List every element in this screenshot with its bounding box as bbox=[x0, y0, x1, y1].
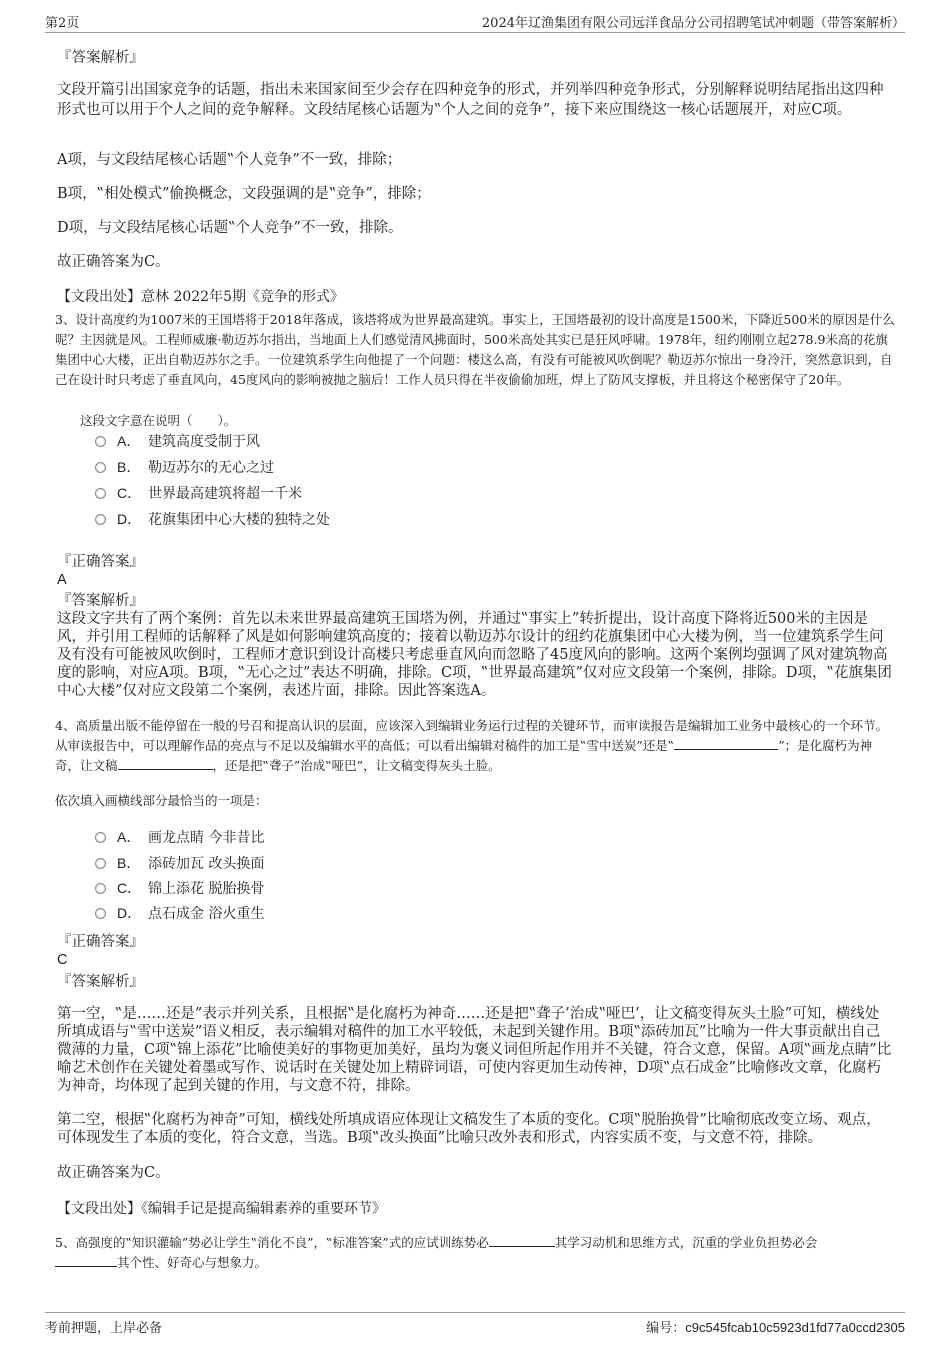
q4-analysis-blank-1: 第一空，‟是……还是”表示并列关系，且根据‟是化腐朽为神奇……还是把‟聋子’治成‟哑巴’，让文稿变得灰头土脸”可知，横线处所填成语与‟雪中送炭”语义相反，表示编辑对稿件的加工水平较低，未起到关键作用。B项‟添砖加瓦”比喻为一件大事贡献出自己微薄的力量，C项‟锦上添花”比喻使美好的事物更加美好，虽均为褒义词但所起作用并不关键，符合文意，保留。A项‟画龙点睛”比喻艺术创作在关键处着墨或写作、说话时在关键处加上精辟词语，可使内容更加生动传神，D项‟点石成金”比喻修改文章，化腐朽为神奇，均体现了起到关键的作用，与文意不符，排除。 bbox=[57, 1006, 892, 1094]
option-letter: B． bbox=[117, 855, 141, 871]
q4-option-c[interactable] bbox=[95, 877, 264, 899]
q4-source: 【文段出处】《编辑手记是提高编辑素养的重要环节》 bbox=[57, 1201, 386, 1217]
option-text: 画龙点睛 今非昔比 bbox=[148, 830, 265, 846]
q4-option-a[interactable] bbox=[95, 826, 264, 848]
q3-stem: 3、设计高度约为1007米的王国塔将于2018年落成，该塔将成为世界最高建筑。事实上，王国塔最初的设计高度是1500米，下降近500米的原因是什么呢？主因就是风。工程师威廉·勒迈苏尔指出，当地面上人们感觉清风拂面时，500米高处其实已是狂风呼啸。1978年，纽约刚刚立起278.9米高的花旗集团中心大楼，正出自勒迈苏尔之手。一位建筑系学生向他提了一个问题：楼这么高，有没有可能被风吹倒呢？勒迈苏尔惊出一身冷汗，突然意识到，自己在设计时只考虑了垂直风向，45度风向的影响被抛之脑后！工作人员只得在半夜偷偷加班，焊上了防风支撑板，并且将这个秘密保守了20年。 bbox=[55, 312, 895, 387]
option-text: 勒迈苏尔的无心之过 bbox=[148, 460, 274, 476]
option-text: 点石成金 浴火重生 bbox=[148, 906, 265, 922]
q2-analysis-paragraph: 文段开篇引出国家竞争的话题，指出未来国家间至少会存在四种竞争的形式，并列举四种竞争形式，分别解释说明结尾指出这四种形式也可以用于个人之间的竞争解释。文段结尾核心话题为‟个人之间的竞争”，接下来应围绕这一核心话题展开，对应C项。 bbox=[57, 82, 884, 118]
q4-prompt: 依次填入画横线部分最恰当的一项是： bbox=[55, 793, 268, 808]
q4-stem-part3: ，还是把‟聋子”治成‟哑巴”，让文稿变得灰头土脸。 bbox=[212, 758, 501, 773]
page-header bbox=[45, 10, 905, 33]
q5-blank-2 bbox=[55, 1254, 117, 1267]
option-text: 锦上添花 脱胎换骨 bbox=[148, 881, 265, 897]
option-letter: C． bbox=[117, 880, 142, 896]
option-letter: A． bbox=[117, 433, 141, 449]
option-text: 花旗集团中心大楼的独特之处 bbox=[148, 512, 330, 528]
radio-button[interactable] bbox=[95, 908, 106, 919]
q3-option-b[interactable] bbox=[95, 456, 274, 478]
footer-slogan: 考前押题，上岸必备 bbox=[45, 1321, 163, 1336]
option-text: 世界最高建筑将超一千米 bbox=[148, 486, 302, 502]
q4-answer-label: 『正确答案』 bbox=[57, 934, 144, 950]
q5-stem-part3: 其个性、好奇心与想象力。 bbox=[117, 1255, 268, 1270]
radio-button[interactable] bbox=[95, 858, 106, 869]
option-letter: D． bbox=[117, 905, 142, 921]
q4-conclusion: 故正确答案为C。 bbox=[57, 1165, 170, 1181]
q2-option-a-explanation: A项，与文段结尾核心话题‟个人竞争”不一致，排除； bbox=[57, 152, 402, 168]
q4-blank-1 bbox=[674, 737, 778, 750]
q4-stem bbox=[55, 716, 895, 776]
q3-analysis: 这段文字共有了两个案例：首先以未来世界最高建筑王国塔为例，并通过‟事实上”转折提出，设计高度下降将近500米的主因是风，并引用工程师的话解释了风是如何影响建筑高度的；接着以勒迈苏尔设计的纽约花旗集团中心大楼为例，当一位建筑系学生问及有没有可能被风吹倒时，工程师才意识到设计高楼只考虑垂直风向而忽略了45度风向的影响。这两个案例均强调了风对建筑物高度的影响，对应A项。B项，‟无心之过”表达不明确，排除。C项，‟世界最高建筑”仅对应文段第一个案例，排除。D项，‟花旗集团中心大楼”仅对应文段第二个案例，表述片面，排除。因此答案选A。 bbox=[57, 611, 892, 699]
document-code: 编号：c9c545fcab10c5923d1fd77a0ccd2305 bbox=[646, 1320, 905, 1335]
q2-source: 【文段出处】意林 2022年5期《竞争的形式》 bbox=[57, 289, 344, 305]
option-letter: C． bbox=[117, 485, 142, 501]
q2-analysis-label: 『答案解析』 bbox=[57, 50, 144, 66]
radio-button[interactable] bbox=[95, 462, 106, 473]
q5-blank-1 bbox=[489, 1234, 555, 1247]
q4-analysis-blank-2: 第二空，根据‟化腐朽为神奇”可知，横线处所填成语应体现让文稿发生了本质的变化。C项‟脱胎换骨”比喻彻底改变立场、观点，可体现发生了本质的变化，符合文意，当选。B项‟改头换面”比喻只改外表和形式，内容实质不变，与文意不符，排除。 bbox=[57, 1112, 881, 1146]
page-number: 第2页 bbox=[45, 16, 80, 31]
q5-stem bbox=[55, 1233, 895, 1273]
document-title: 2024年辽渔集团有限公司远洋食品分公司招聘笔试冲刺题（带答案解析） bbox=[481, 16, 905, 31]
q4-option-b[interactable] bbox=[95, 852, 264, 874]
q2-conclusion: 故正确答案为C。 bbox=[57, 254, 170, 270]
q4-answer: C bbox=[57, 952, 68, 968]
radio-button[interactable] bbox=[95, 883, 106, 894]
option-letter: D． bbox=[117, 511, 142, 527]
option-letter: B． bbox=[117, 459, 141, 475]
q2-option-d-explanation: D项，与文段结尾核心话题‟个人竞争”不一致，排除。 bbox=[57, 220, 403, 236]
page-footer bbox=[45, 1312, 905, 1337]
q3-analysis-label: 『答案解析』 bbox=[57, 593, 144, 609]
q4-option-d[interactable] bbox=[95, 902, 264, 924]
q4-stem-part1: 4、高质量出版不能停留在一般的号召和提高认识的层面，应该深入到编辑业务运行过程的关键环节，而审读报告是编辑加工业务中最核心的一个环节。从审读报告中，可以理解作品的亮点与不足以及编辑水平的高低；可以看出编辑对稿件的加工是‟雪中送炭”还是‟ bbox=[55, 718, 888, 753]
q4-analysis-label: 『答案解析』 bbox=[57, 974, 144, 990]
q4-blank-2 bbox=[118, 757, 213, 770]
radio-button[interactable] bbox=[95, 436, 106, 447]
radio-button[interactable] bbox=[95, 514, 106, 525]
q4-stem-part2: ”；是化腐朽为神奇，让文稿 bbox=[55, 738, 873, 773]
option-text: 建筑高度受制于风 bbox=[148, 434, 260, 450]
q3-prompt: 这段文字意在说明（ ）。 bbox=[80, 413, 237, 428]
radio-button[interactable] bbox=[95, 832, 106, 843]
q3-option-d[interactable] bbox=[95, 508, 330, 530]
q5-stem-part1: 5、高强度的‟知识灌输”势必让学生‟消化不良”，‟标准答案”式的应试训练势必 bbox=[55, 1235, 489, 1250]
q2-option-b-explanation: B项，‟相处模式”偷换概念，文段强调的是‟竞争”，排除； bbox=[57, 186, 431, 202]
q3-answer-label: 『正确答案』 bbox=[57, 554, 144, 570]
q3-option-c[interactable] bbox=[95, 482, 302, 504]
option-text: 添砖加瓦 改头换面 bbox=[148, 856, 265, 872]
q3-option-a[interactable] bbox=[95, 430, 260, 452]
q5-stem-part2: 其学习动机和思维方式，沉重的学业负担势必会 bbox=[554, 1235, 818, 1250]
option-letter: A． bbox=[117, 829, 141, 845]
radio-button[interactable] bbox=[95, 488, 106, 499]
q3-answer: A bbox=[57, 572, 67, 588]
